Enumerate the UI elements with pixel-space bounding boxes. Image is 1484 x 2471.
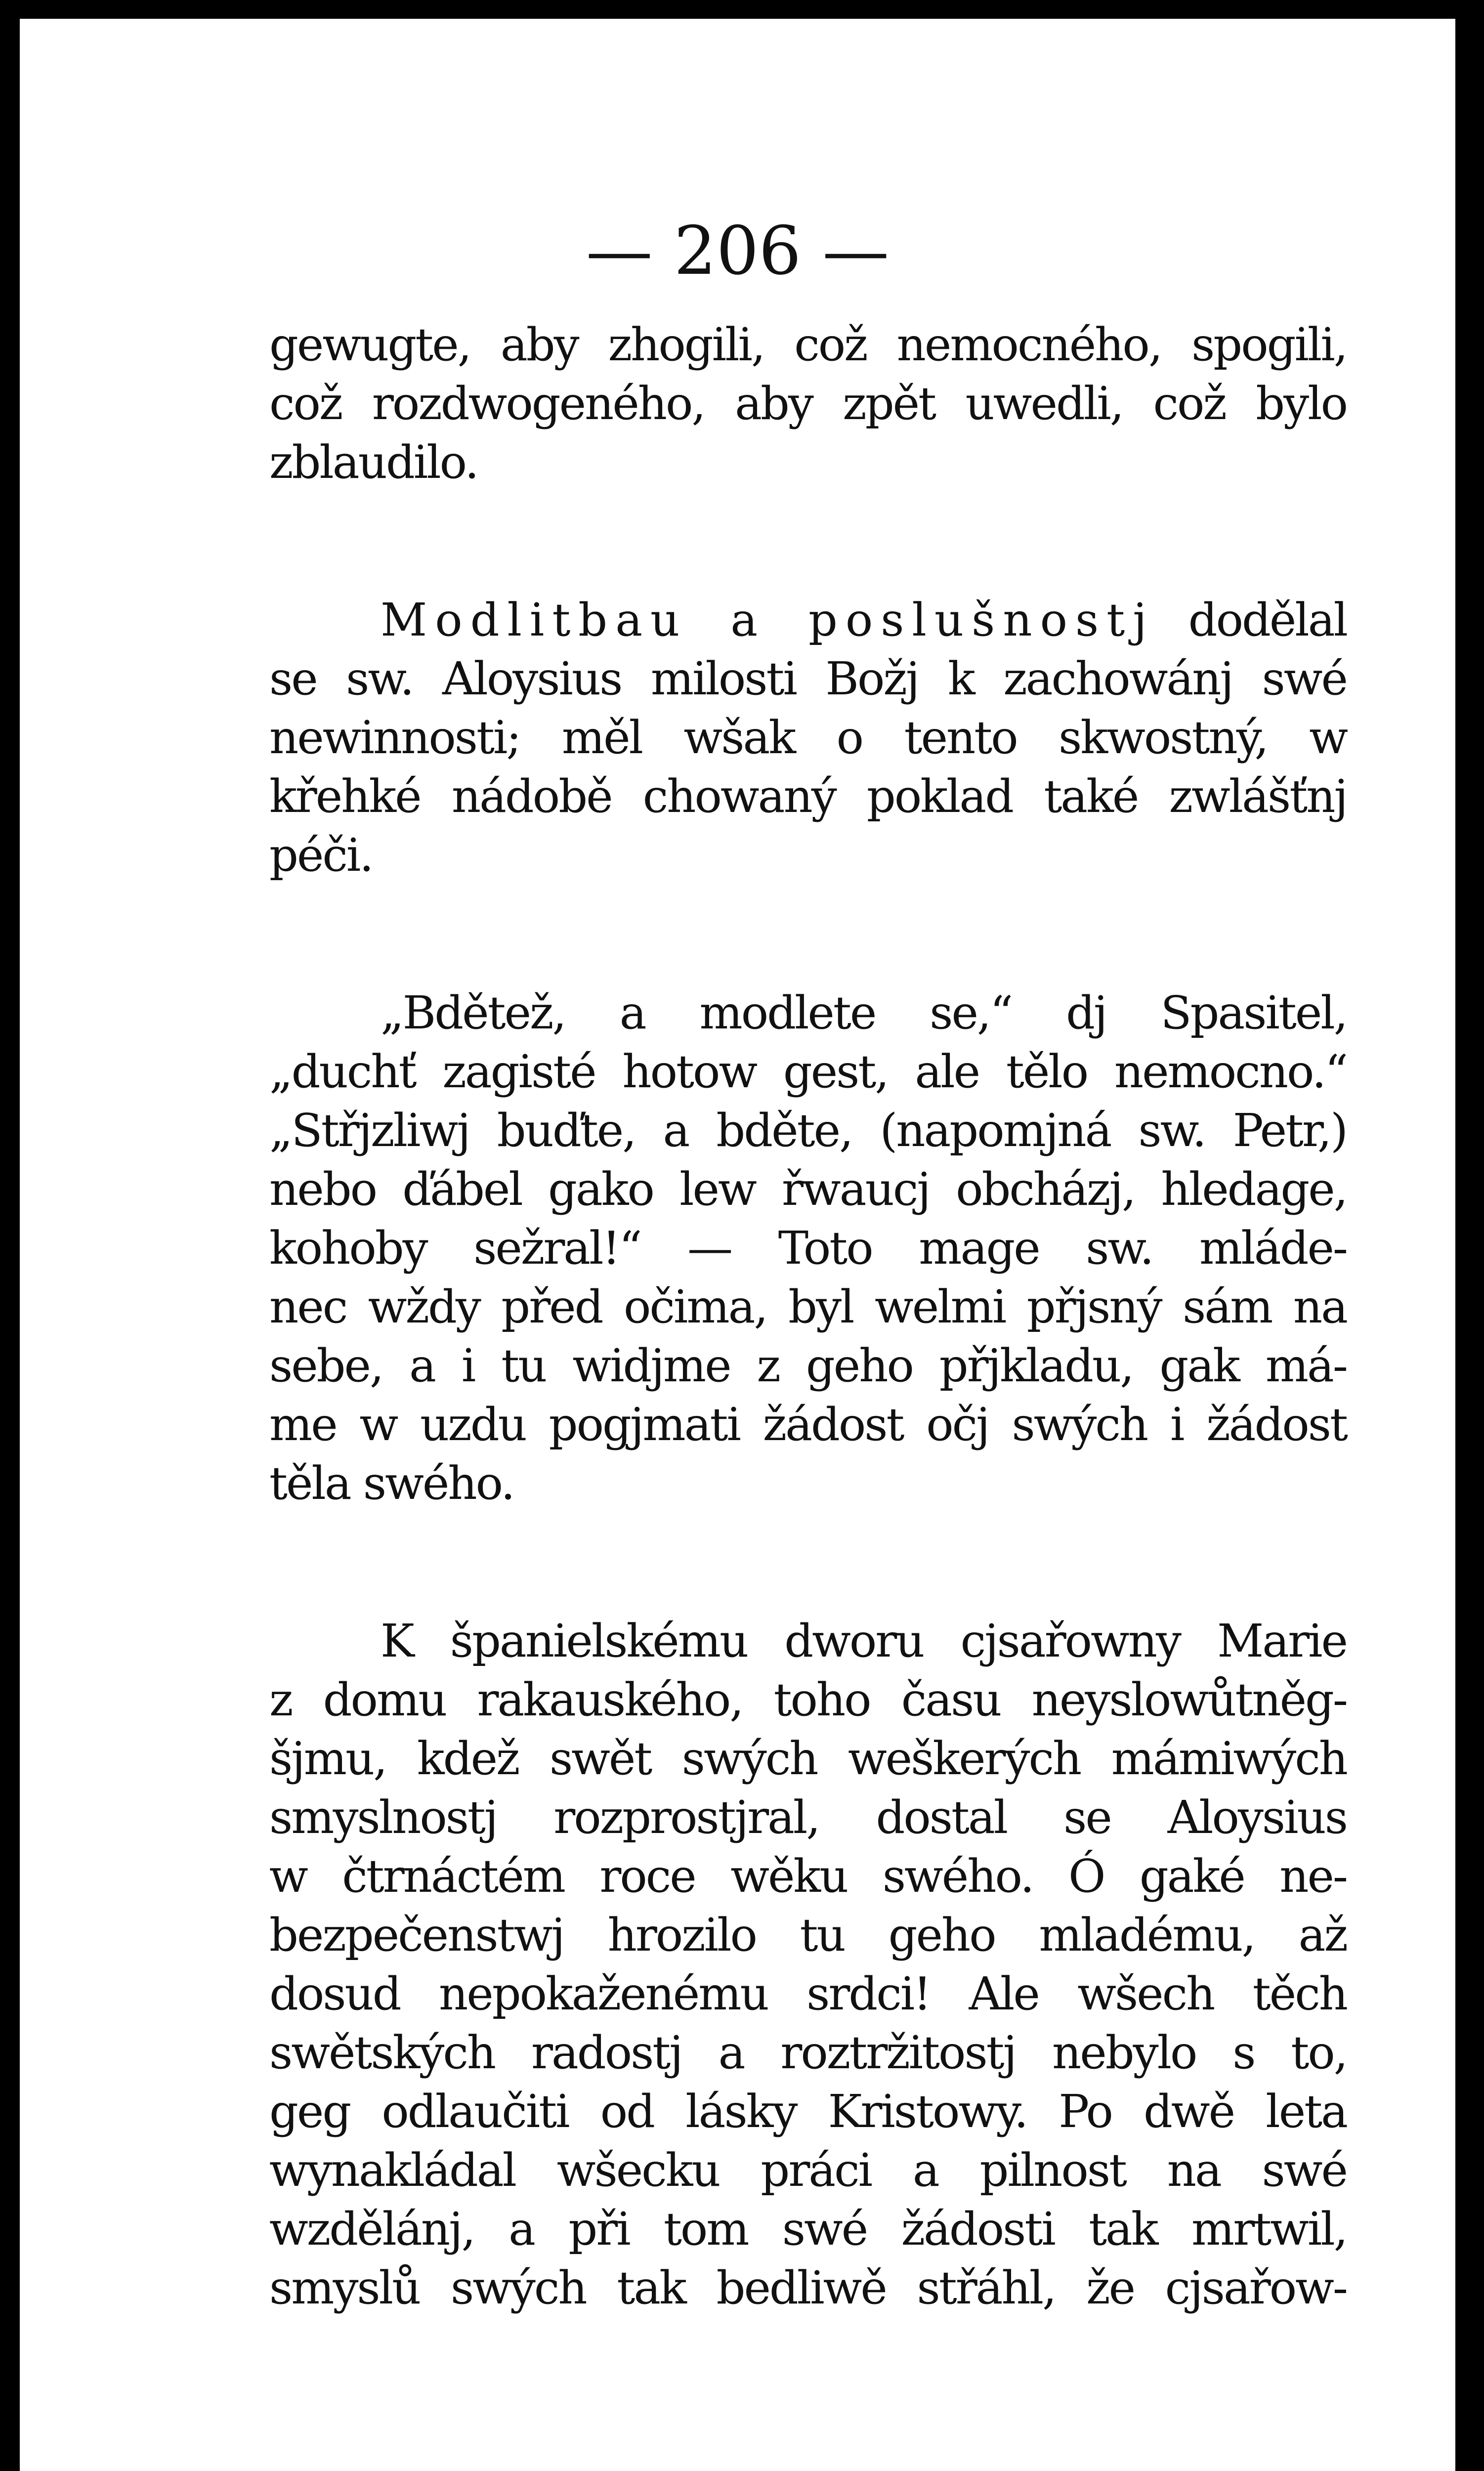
text-line: smyslů swých tak bedliwě střáhl, že cjsařow-: [269, 2261, 1347, 2314]
paragraph-4: [269, 1612, 1347, 2317]
book-page: [20, 19, 1455, 2471]
text-line: zblaudilo.: [269, 436, 478, 489]
paragraph-1: [269, 315, 1347, 492]
text-line: péči.: [269, 829, 373, 882]
text-line: smyslnostj rozprostjral, dostal se Aloysius: [269, 1791, 1347, 1844]
text-line: gewugte, aby zhogili, což nemocného, spogili,: [269, 318, 1347, 371]
text-line: „Bdětež, a modlete se,“ dj Spasitel,: [381, 986, 1347, 1039]
text-line: se sw. Aloysius milosti Božj k zachowánj swé: [269, 652, 1347, 705]
text-line: těla swého.: [269, 1457, 514, 1510]
text-line: „Střjzliwj buďte, a bděte, (napomjná sw. Petr,): [269, 1104, 1347, 1157]
text-line: z domu rakauského, toho času neyslowůtněg-: [269, 1673, 1347, 1726]
text-line: sebe, a i tu widjme z geho přjkladu, gak má-: [269, 1339, 1347, 1392]
text-line: wzdělánj, a při tom swé žádosti tak mrtwil,: [269, 2203, 1347, 2256]
text-line: newinnosti; měl wšak o tento skwostný, w: [269, 711, 1347, 764]
text-line: nec wždy před očima, byl welmi přjsný sám na: [269, 1280, 1347, 1333]
paragraph-spacer: [269, 885, 1347, 983]
paragraph-2: [269, 591, 1347, 885]
paragraph-spacer: [269, 1513, 1347, 1612]
text-line: „duchť zagisté hotow gest, ale tělo nemocno.“: [269, 1045, 1347, 1098]
text-line: geg odlaučiti od lásky Kristowy. Po dwě leta: [269, 2085, 1347, 2138]
text-line: bezpečenstwj hrozilo tu geho mladému, až: [269, 1909, 1347, 1961]
text-line: dosud nepokaženému srdci! Ale wšech těch: [269, 1967, 1347, 2020]
text-line: šjmu, kdež swět swých weškerých mámiwých: [269, 1732, 1347, 1785]
text-line: nebo ďábel gako lew řwaucj obcházj, hledage,: [269, 1163, 1347, 1216]
text-line: K španielskému dworu cjsařowny Marie: [381, 1615, 1347, 1667]
spaced-emphasis: Modlitbau a poslušnostj: [381, 594, 1155, 646]
text-line: křehké nádobě chowaný poklad také zwlášťnj: [269, 770, 1347, 823]
page-number: — 206 —: [586, 212, 890, 290]
text-line: swětských radostj a roztržitostj nebylo s to,: [269, 2026, 1347, 2079]
text-line: [269, 591, 1347, 649]
text-line: w čtrnáctém roce wěku swého. Ó gaké ne-: [269, 1850, 1347, 1903]
text-line: kohoby sežral!“ — Toto mage sw. mláde-: [269, 1222, 1347, 1275]
text-line: což rozdwogeného, aby zpět uwedli, což bylo: [269, 377, 1347, 430]
paragraph-3: [269, 983, 1347, 1513]
page-body-text: [269, 315, 1347, 2317]
text-line: me w uzdu pogjmati žádost očj swých i žádost: [269, 1398, 1347, 1451]
text-line: wynakládal wšecku práci a pilnost na swé: [269, 2144, 1347, 2197]
text-fragment: dodělal: [1188, 594, 1347, 646]
paragraph-spacer: [269, 492, 1347, 591]
